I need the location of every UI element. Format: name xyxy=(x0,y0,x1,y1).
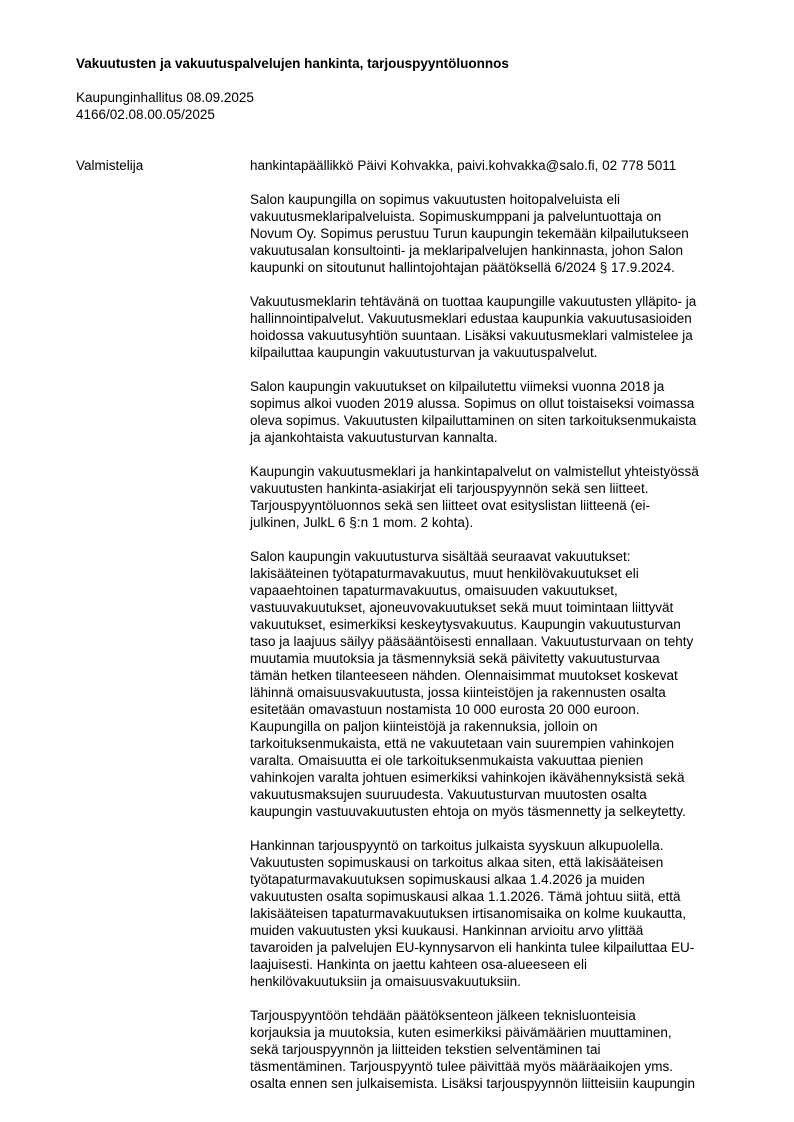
paragraph-line: Tarjouspyyntöluonnos sekä sen liitteet ovat esityslistan liitteenä (ei- xyxy=(250,498,650,513)
body-paragraph xyxy=(250,463,744,531)
paragraph-line: Vakuutusmeklarin tehtävänä on tuottaa kaupungille vakuutusten ylläpito- ja xyxy=(250,294,697,309)
body-paragraph xyxy=(250,191,744,276)
paragraph-line: kilpailuttaa kaupungin vakuutusturvan ja vakuutuspalvelut. xyxy=(250,345,598,360)
paragraph-line: tavaroiden ja palvelujen EU-kynnysarvon eli hankinta tulee kilpailuttaa EU- xyxy=(250,940,695,955)
paragraph-line: kaupungin vastuuvakuutusten ehtoja on myös täsmennetty ja selkeytetty. xyxy=(250,804,686,819)
paragraph-line: taso ja laajuus säilyy pääsääntöisesti ennallaan. Vakuutusturvaan on tehty xyxy=(250,634,694,649)
body-paragraph xyxy=(250,1007,744,1092)
paragraph-line: sekä tarjouspyynnön ja liitteiden tekstien selventäminen tai xyxy=(250,1042,601,1057)
paragraph-line: muiden vakuutusten yksi kuukausi. Hankinnan arvioitu arvo ylittää xyxy=(250,923,644,938)
paragraph-line: vapaaehtoinen tapaturmavakuutus, omaisuuden vakuutukset, xyxy=(250,583,618,598)
paragraph-line: henkilövakuutuksiin ja omaisuusvakuutuksiin. xyxy=(250,974,521,989)
paragraph-line: tämän hetken tilanteeseen nähden. Olennaisimmat muutokset koskevat xyxy=(250,668,678,683)
preparer-info: hankintapäällikkö Päivi Kohvakka, paivi.kohvakka@salo.fi, 02 778 5011 xyxy=(250,158,677,173)
paragraph-line: lakisääteinen työtapaturmavakuutus, muut henkilövakuutukset eli xyxy=(250,566,639,581)
body-paragraph xyxy=(250,548,744,820)
paragraph-line: korjauksia ja muutoksia, kuten esimerkiksi päivämäärien muuttaminen, xyxy=(250,1025,672,1040)
paragraph-line: hoidossa vakuutusyhtiön suuntaan. Lisäksi vakuutusmeklari valmistelee ja xyxy=(250,328,693,343)
paragraph-line: Kaupungilla on paljon kiinteistöjä ja rakennuksia, jolloin on xyxy=(250,719,598,734)
paragraph-line: täsmentäminen. Tarjouspyyntö tulee päivittää myös määräaikojen yms. xyxy=(250,1059,673,1074)
paragraph-line: muutamia muutoksia ja täsmennyksiä sekä päivitetty vakuutusturvaa xyxy=(250,651,660,666)
paragraph-line: Hankinnan tarjouspyyntö on tarkoitus julkaista syyskuun alkupuolella. xyxy=(250,838,664,853)
body-paragraph xyxy=(250,293,744,361)
paragraph-line: osalta ennen sen julkaisemista. Lisäksi tarjouspyynnön liitteisiin kaupungin xyxy=(250,1076,696,1091)
paragraph-line: hallinnointipalvelut. Vakuutusmeklari edustaa kaupunkia vakuutusasioiden xyxy=(250,311,692,326)
preparer-label: Valmistelija xyxy=(76,158,144,173)
body-paragraph xyxy=(250,378,744,446)
record-number: 4166/02.08.00.05/2025 xyxy=(76,107,215,122)
paragraph-line: Tarjouspyyntöön tehdään päätöksenteon jälkeen teknisluonteisia xyxy=(250,1008,636,1023)
paragraph-line: Salon kaupungilla on sopimus vakuutusten hoitopalveluista eli xyxy=(250,192,620,207)
paragraph-line: lähinnä omaisuusvakuutusta, jossa kiinteistöjen ja rakennusten osalta xyxy=(250,685,666,700)
document-meta xyxy=(76,89,476,123)
document-title: Vakuutusten ja vakuutuspalvelujen hankinta, tarjouspyyntöluonnos xyxy=(76,56,509,71)
body-paragraph xyxy=(250,837,744,990)
paragraph-line: vakuutusmeklaripalveluista. Sopimuskumppani ja palveluntuottaja on xyxy=(250,209,662,224)
document-body xyxy=(250,157,744,1109)
paragraph-line: julkinen, JulkL 6 §:n 1 mom. 2 kohta). xyxy=(250,515,474,530)
paragraph-line: Novum Oy. Sopimus perustuu Turun kaupungin tekemään kilpailutukseen xyxy=(250,226,689,241)
paragraph-line: tarkoituksenmukaista, että ne vakuutetaan vain suurempien vahinkojen xyxy=(250,736,675,751)
paragraph-line: lakisääteisen tapaturmavakuutuksen irtisanomisaika on kolme kuukautta, xyxy=(250,906,686,921)
paragraph-line: esitetään omavastuun nostamista 10 000 eurosta 20 000 euroon. xyxy=(250,702,640,717)
meeting-info: Kaupunginhallitus 08.09.2025 xyxy=(76,90,254,105)
paragraph-line: oleva sopimus. Vakuutusten kilpailuttaminen on siten tarkoituksenmukaista xyxy=(250,413,697,428)
paragraph-line: Salon kaupungin vakuutukset on kilpailutettu viimeksi vuonna 2018 ja xyxy=(250,379,665,394)
paragraph-line: sopimus alkoi vuoden 2019 alussa. Sopimus on ollut toistaiseksi voimassa xyxy=(250,396,695,411)
paragraph-line: vakuutusalan konsultointi- ja meklaripalvelujen hankinnasta, johon Salon xyxy=(250,243,684,258)
paragraph-line: vakuutusten hankinta-asiakirjat eli tarjouspyynnön sekä sen liitteet. xyxy=(250,481,649,496)
paragraph-line: vastuuvakuutukset, ajoneuvovakuutukset sekä muut toimintaan liittyvät xyxy=(250,600,674,615)
paragraph-line: työtapaturmavakuutuksen sopimuskausi alkaa 1.4.2026 ja muiden xyxy=(250,872,645,887)
paragraph-line: laajuisesti. Hankinta on jaettu kahteen osa-alueeseen eli xyxy=(250,957,587,972)
paragraph-line: ja ajankohtaista vakuutusturvan kannalta. xyxy=(250,430,498,445)
paragraph-line: Vakuutusten sopimuskausi on tarkoitus alkaa siten, että lakisääteisen xyxy=(250,855,664,870)
paragraph-line: Salon kaupungin vakuutusturva sisältää seuraavat vakuutukset: xyxy=(250,549,631,564)
paragraph-line: vakuutukset, esimerkiksi keskeytysvakuutus. Kaupungin vakuutusturvan xyxy=(250,617,681,632)
paragraph-line: varalta. Omaisuutta ei ole tarkoituksenmukaista vakuuttaa pienien xyxy=(250,753,644,768)
paragraph-line: vahinkojen varalta johtuen esimerkiksi vahinkojen ikävähennyksistä sekä xyxy=(250,770,685,785)
paragraph-line: Kaupungin vakuutusmeklari ja hankintapalvelut on valmistellut yhteistyössä xyxy=(250,464,699,479)
paragraph-line: vakuutusten osalta sopimuskausi alkaa 1.1.2026. Tämä johtuu siitä, että xyxy=(250,889,681,904)
paragraph-line: kaupunki on sitoutunut hallintojohtajan päätöksellä 6/2024 § 17.9.2024. xyxy=(250,260,675,275)
paragraph-line: vakuutusmaksujen suuruudesta. Vakuutusturvan muutosten osalta xyxy=(250,787,647,802)
